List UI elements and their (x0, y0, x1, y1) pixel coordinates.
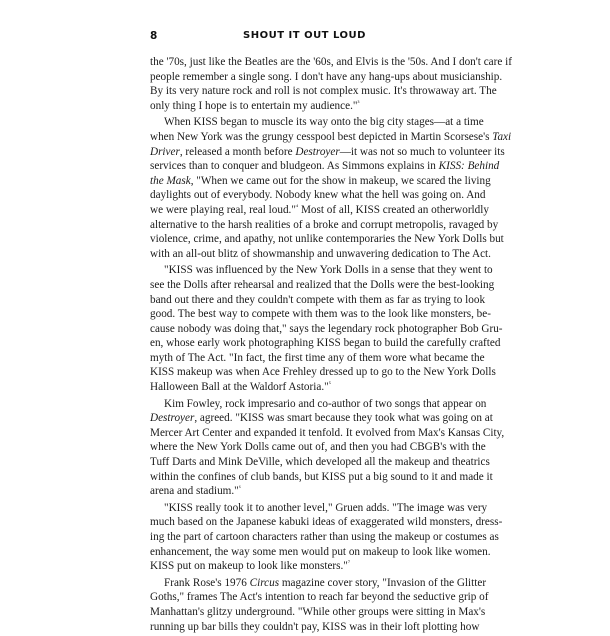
text-line: Driver, released a month before Destroyer—it was not so much to volunteer its (150, 145, 505, 158)
text-line: daylights out of everybody. Nobody knew what the hell was going on. And (150, 189, 486, 202)
text-line: alternative to the harsh realities of a broke and corrupt metropolis, ravaged by (150, 218, 499, 231)
paragraph (150, 115, 512, 261)
text-line: Mercer Art Center and expanded it tenfold. It evolved from Max's Kansas City, (150, 426, 505, 439)
text-line: see the Dolls after rehearsal and realized that the Dolls were the best-looking (150, 278, 495, 291)
text-line: Destroyer, agreed. "KISS was smart because they took what was going on at (150, 412, 493, 425)
book-title: SHOUT IT OUT LOUD (243, 30, 366, 41)
text-line: much based on the Japanese kabuki ideas of exaggerated wild monsters, dress- (150, 516, 503, 529)
text-line: Tuff Darts and Mink DeVille, which developed all the makeup and theatrics (150, 456, 490, 469)
text-line: KISS makeup was when Ace Frehley dressed up to go to the New York Dolls (150, 366, 496, 379)
text-line: we were playing real, real loud."$^{^4}$ Most of all, KISS created an otherworldly (150, 203, 489, 216)
running-head (150, 30, 459, 46)
text-line: people remember a single song. I don't have any hang-ups about musicianship. (150, 70, 503, 83)
text-line: KISS put on makeup to look like monsters."$^{^7}$ (150, 559, 351, 573)
text-line: band out there and they couldn't compete with them as far as trying to look (150, 293, 486, 306)
text-line: the Mask, "When we came out for the show in makeup, we scared the living (150, 174, 491, 187)
text-line: only thing I hope is to entertain my audience."$^{^3}$ (150, 99, 360, 112)
text-line: Manhattan's glitzy underground. "While other groups were sitting in Max's (150, 605, 486, 618)
text-line: "KISS really took it to another level," Gruen adds. "The image was very (164, 501, 488, 514)
body-text (150, 55, 512, 636)
text-line: Frank Rose's 1976 Circus magazine cover story, "Invasion of the Glitter (164, 576, 487, 589)
text-line: myth of The Act. "In fact, the first time any of them wore what became the (150, 351, 485, 364)
text-line: cause nobody was doing that," says the legendary rock photographer Bob Gru- (150, 322, 503, 335)
paragraph (150, 55, 512, 113)
paragraph (150, 263, 503, 394)
text-line: en, whose early work photographing KISS began to build the carefully crafted (150, 337, 501, 350)
text-line: services than to conquer and bludgeon. As Simmons explains in KISS: Behind (150, 160, 500, 173)
paragraph (150, 501, 503, 574)
paragraph (150, 397, 505, 499)
text-line: Kim Fowley, rock impresario and co-author of two songs that appear on (164, 397, 487, 410)
text-line: enhancement, the way some men would put on makeup to look like women. (150, 545, 491, 558)
text-line: Halloween Ball at the Waldorf Astoria."$^{^5}$ (150, 380, 331, 394)
text-line: violence, crime, and apathy, not unlike contemporaries the New York Dolls but (150, 233, 504, 246)
text-line: Goths," frames The Act's intention to reach far beyond the seductive grip of (150, 591, 489, 604)
text-line: When KISS began to muscle its way onto the big city stages—at a time (164, 116, 484, 129)
page-number: 8 (150, 30, 158, 42)
text-line: running up bar bills they couldn't pay, KISS was in their loft plotting how (150, 620, 480, 633)
paragraph (150, 576, 489, 634)
text-line: arena and stadium."$^{^6}$ (150, 484, 242, 498)
text-line: where the New York Dolls came out of, and then you had CBGB's with the (150, 441, 486, 454)
text-line: ing the part of cartoon characters rather than using the makeup or costumes as (150, 531, 499, 543)
text-line: within the confines of club bands, but KISS put a big sound to it and made it (150, 470, 493, 483)
text-line: good. The best way to compete with them was to the look like monsters, be- (150, 308, 491, 321)
text-line: By its very nature rock and roll is not complex music. It's throwaway art. The (150, 85, 497, 98)
text-line: the '70s, just like the Beatles are the '60s, and Elvis is the '50s. And I don't care if (150, 56, 512, 68)
text-line: "KISS was influenced by the New York Dolls in a sense that they went to (164, 264, 493, 277)
text-line: when New York was the grungy cesspool best depicted in Martin Scorsese's Taxi (150, 130, 512, 143)
text-line: with an all-out blitz of showmanship and unwavering dedication to The Act. (150, 247, 491, 260)
